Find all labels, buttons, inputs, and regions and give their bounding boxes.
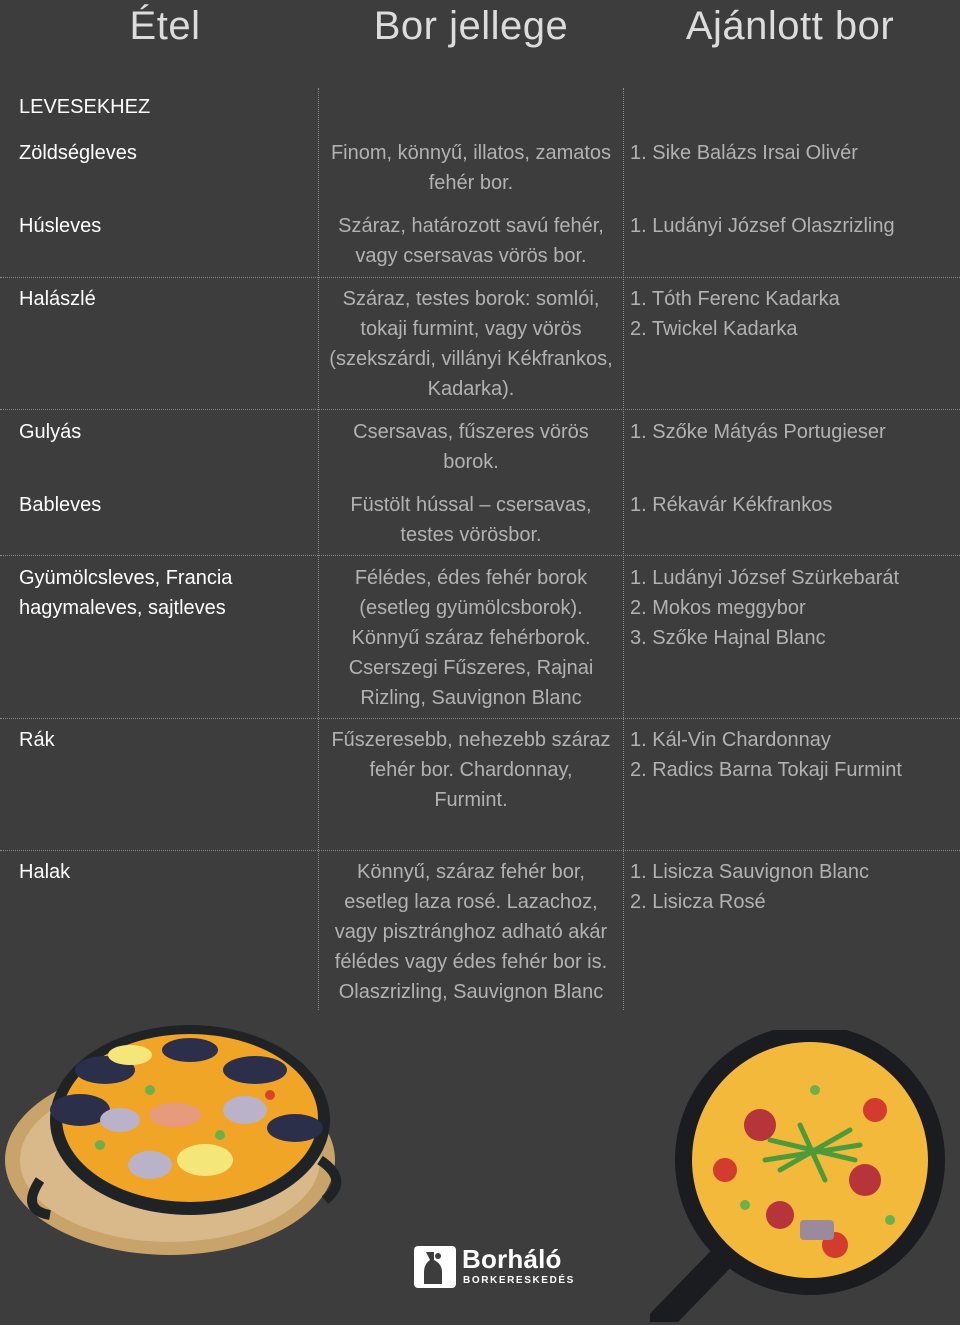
wine-character (322, 417, 620, 477)
wine-character-line: Könnyű száraz fehérborok. (351, 627, 591, 649)
food-name (19, 211, 309, 241)
lemon-slice (177, 1144, 233, 1176)
wine-character-line: tokaji furmint, vagy vörös (360, 318, 582, 340)
row-divider (0, 409, 960, 410)
pea (215, 1130, 225, 1140)
tomato (713, 1158, 737, 1182)
chorizo-slice (849, 1164, 881, 1196)
pea (145, 1085, 155, 1095)
wine-bottle-mark-icon (414, 1246, 456, 1288)
recommended-wines (630, 857, 960, 917)
food-name-line: Húsleves (19, 215, 102, 237)
prawn (149, 1103, 201, 1127)
wine-character-line: Olaszrizling, Sauvignon Blanc (338, 981, 604, 1003)
wine-character-line: testes vörösbor. (400, 524, 542, 546)
wine-character (322, 211, 620, 271)
logo-name: Borháló (462, 1244, 562, 1274)
wine-character-line: Füstölt hússal – csersavas, (350, 494, 592, 516)
wine-character (322, 563, 620, 713)
wine-character (322, 138, 620, 198)
wine-character-line: Kadarka). (427, 378, 515, 400)
wine-item: 2. Lisicza Rosé (630, 891, 766, 913)
food-name (19, 138, 309, 168)
section-title: LEVESEKHEZ (19, 96, 151, 118)
row-divider (0, 277, 960, 278)
clam (100, 1108, 140, 1132)
wine-item: 1. Rékavár Kékfrankos (630, 494, 833, 516)
wine-item: 1. Ludányi József Szürkebarát (630, 567, 900, 589)
food-name (19, 725, 309, 755)
wine-item: 1. Tóth Ferenc Kadarka (630, 288, 840, 310)
wine-character (322, 857, 620, 1007)
wine-character (322, 490, 620, 550)
recommended-wines (630, 417, 960, 447)
wine-character-line: Cserszegi Fűszeres, Rajnai (348, 657, 594, 679)
recommended-wines (630, 211, 960, 241)
food-name (19, 563, 309, 623)
wine-character-line: fehér bor. Chardonnay, (369, 759, 573, 781)
pea (885, 1215, 895, 1225)
wine-item: 1. Ludányi József Olaszrizling (630, 215, 895, 237)
pea (810, 1085, 820, 1095)
wine-item: 2. Radics Barna Tokaji Furmint (630, 759, 902, 781)
wine-item: 1. Kál-Vin Chardonnay (630, 729, 831, 751)
column-headers (0, 0, 960, 60)
food-name (19, 857, 309, 887)
borhalo-logo (414, 1244, 575, 1292)
wine-item: 2. Twickel Kadarka (630, 318, 798, 340)
chorizo-slice (766, 1201, 794, 1229)
wine-character-line: Száraz, testes borok: somlói, (342, 288, 600, 310)
logo-subtitle: BORKERESKEDÉS (463, 1275, 575, 1286)
wine-character (322, 284, 620, 404)
paella-skillet-illustration (650, 1030, 950, 1322)
food-name-line: Halak (19, 861, 71, 883)
wine-character (322, 725, 620, 815)
wine-item: 2. Mokos meggybor (630, 597, 806, 619)
logo-icon (414, 1246, 456, 1288)
food-name-line: Rák (19, 729, 55, 751)
wine-character-line: borok. (443, 451, 499, 473)
wine-character-line: vagy pisztránghoz adható akár (334, 921, 608, 943)
wine-character-line: (esetleg gyümölcsborok). (359, 597, 583, 619)
food-name-line: Zöldségleves (19, 142, 137, 164)
row-divider (0, 555, 960, 556)
food-name (19, 284, 309, 314)
header-recommended: Ajánlott bor (685, 4, 895, 48)
pea (95, 1140, 105, 1150)
wine-item: 1. Sike Balázs Irsai Olivér (630, 142, 858, 164)
header-food: Étel (129, 4, 201, 48)
wine-character-line: félédes vagy édes fehér bor is. (334, 951, 608, 973)
food-name-line: Halászlé (19, 288, 96, 310)
recommended-wines (630, 490, 960, 520)
wine-character-line: Furmint. (434, 789, 508, 811)
meat-piece (800, 1220, 834, 1240)
wine-character-line: esetleg laza rosé. Lazachoz, (344, 891, 598, 913)
recommended-wines (630, 725, 960, 785)
row-divider (0, 718, 960, 719)
wine-character-line: Könnyű, száraz fehér bor, (357, 861, 585, 883)
wine-item: 3. Szőke Hajnal Blanc (630, 627, 826, 649)
recommended-wines (630, 563, 960, 653)
column-divider-left (318, 88, 319, 1010)
wine-item: 1. Lisicza Sauvignon Blanc (630, 861, 870, 883)
wine-character-line: (szekszárdi, villányi Kékfrankos, (329, 348, 613, 370)
food-name (19, 490, 309, 520)
wine-character-line: Rizling, Sauvignon Blanc (360, 687, 582, 709)
lemon-slice (108, 1045, 152, 1065)
wine-character-line: Fűszeresebb, nehezebb száraz (331, 729, 611, 751)
wine-item: 1. Szőke Mátyás Portugieser (630, 421, 886, 443)
wine-character-line: vagy csersavas vörös bor. (355, 245, 587, 267)
clam (128, 1151, 172, 1179)
chorizo-slice (744, 1109, 776, 1141)
skillet-handle (660, 1260, 720, 1322)
wine-character-line: Finom, könnyű, illatos, zamatos (330, 142, 612, 164)
column-divider-right (623, 88, 624, 1010)
mussel (223, 1056, 287, 1084)
wine-character-line: Száraz, határozott savú fehér, (338, 215, 604, 237)
wine-character-line: Csersavas, fűszeres vörös (353, 421, 589, 443)
tomato (863, 1098, 887, 1122)
food-name-line: Bableves (19, 494, 102, 516)
food-name-line: Gyümölcsleves, Francia (19, 567, 233, 589)
recommended-wines (630, 284, 960, 344)
mussel (162, 1038, 218, 1062)
wine-character-line: Félédes, édes fehér borok (354, 567, 588, 589)
row-divider (0, 850, 960, 851)
pepper-piece (265, 1090, 275, 1100)
pea (740, 1200, 750, 1210)
paella-seafood-illustration (0, 1010, 360, 1270)
mussel (267, 1114, 323, 1142)
clam (223, 1096, 267, 1124)
food-name-line: hagymaleves, sajtleves (19, 597, 226, 619)
recommended-wines (630, 138, 960, 168)
wine-character-line: fehér bor. (428, 172, 514, 194)
header-character: Bor jellege (373, 4, 569, 48)
food-name (19, 417, 309, 447)
food-name-line: Gulyás (19, 421, 82, 443)
